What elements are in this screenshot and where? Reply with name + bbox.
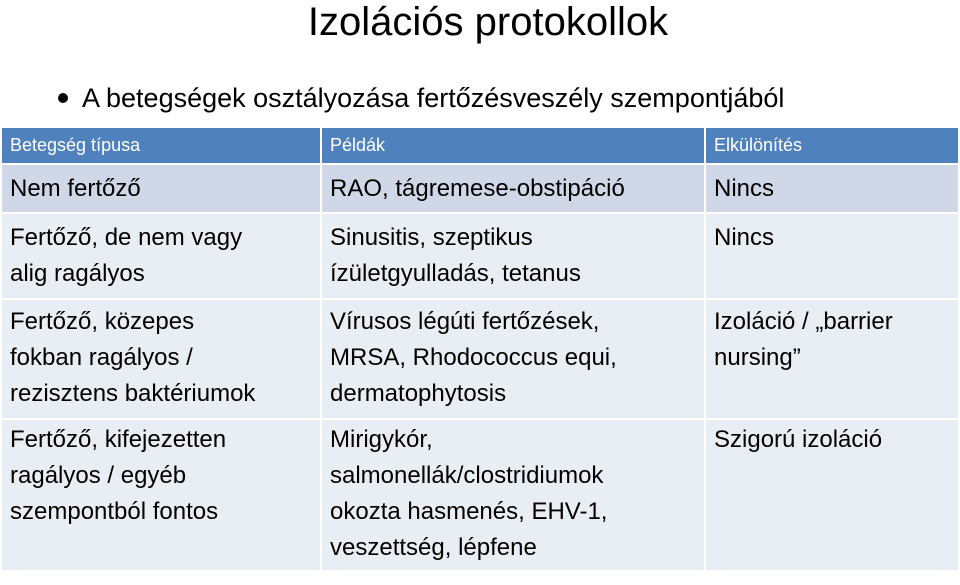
cell-examples: Mirigykór, salmonellák/clostridiumok okozta hasmenés, EHV-1, veszettség, lépfene bbox=[321, 419, 705, 571]
cell-examples: Vírusos légúti fertőzések, MRSA, Rhodococcus equi, dermatophytosis bbox=[321, 299, 705, 419]
bullet-text: A betegségek osztályozása fertőzésveszély szempontjából bbox=[82, 82, 785, 113]
cell-examples: Sinusitis, szeptikus ízületgyulladás, tetanus bbox=[321, 213, 705, 299]
cell-disease-type: Fertőző, de nem vagy alig ragályos bbox=[1, 213, 321, 299]
header-isolation: Elkülönítés bbox=[705, 127, 959, 164]
isolation-table bbox=[0, 126, 960, 572]
table-header bbox=[1, 127, 959, 164]
header-disease-type: Betegség típusa bbox=[1, 127, 321, 164]
cell-isolation: Nincs bbox=[705, 164, 959, 213]
cell-isolation: Szigorú izoláció bbox=[705, 419, 959, 571]
header-examples: Példák bbox=[321, 127, 705, 164]
cell-disease-type: Nem fertőző bbox=[1, 164, 321, 213]
table-row bbox=[1, 299, 959, 419]
slide-title bbox=[0, 0, 960, 50]
bullet-point bbox=[58, 78, 784, 118]
header-row bbox=[1, 127, 959, 164]
cell-disease-type: Fertőző, kifejezetten ragályos / egyéb szempontból fontos bbox=[1, 419, 321, 571]
table-row bbox=[1, 213, 959, 299]
table-row bbox=[1, 164, 959, 213]
table-row bbox=[1, 419, 959, 571]
cell-disease-type: Fertőző, közepes fokban ragályos / rezisztens baktériumok bbox=[1, 299, 321, 419]
cell-isolation: Nincs bbox=[705, 213, 959, 299]
slide-title-text: Izolációs protokollok bbox=[307, 0, 669, 44]
cell-examples: RAO, tágremese-obstipáció bbox=[321, 164, 705, 213]
cell-isolation: Izoláció / „barrier nursing” bbox=[705, 299, 959, 419]
bullet-dot-icon bbox=[58, 93, 68, 103]
